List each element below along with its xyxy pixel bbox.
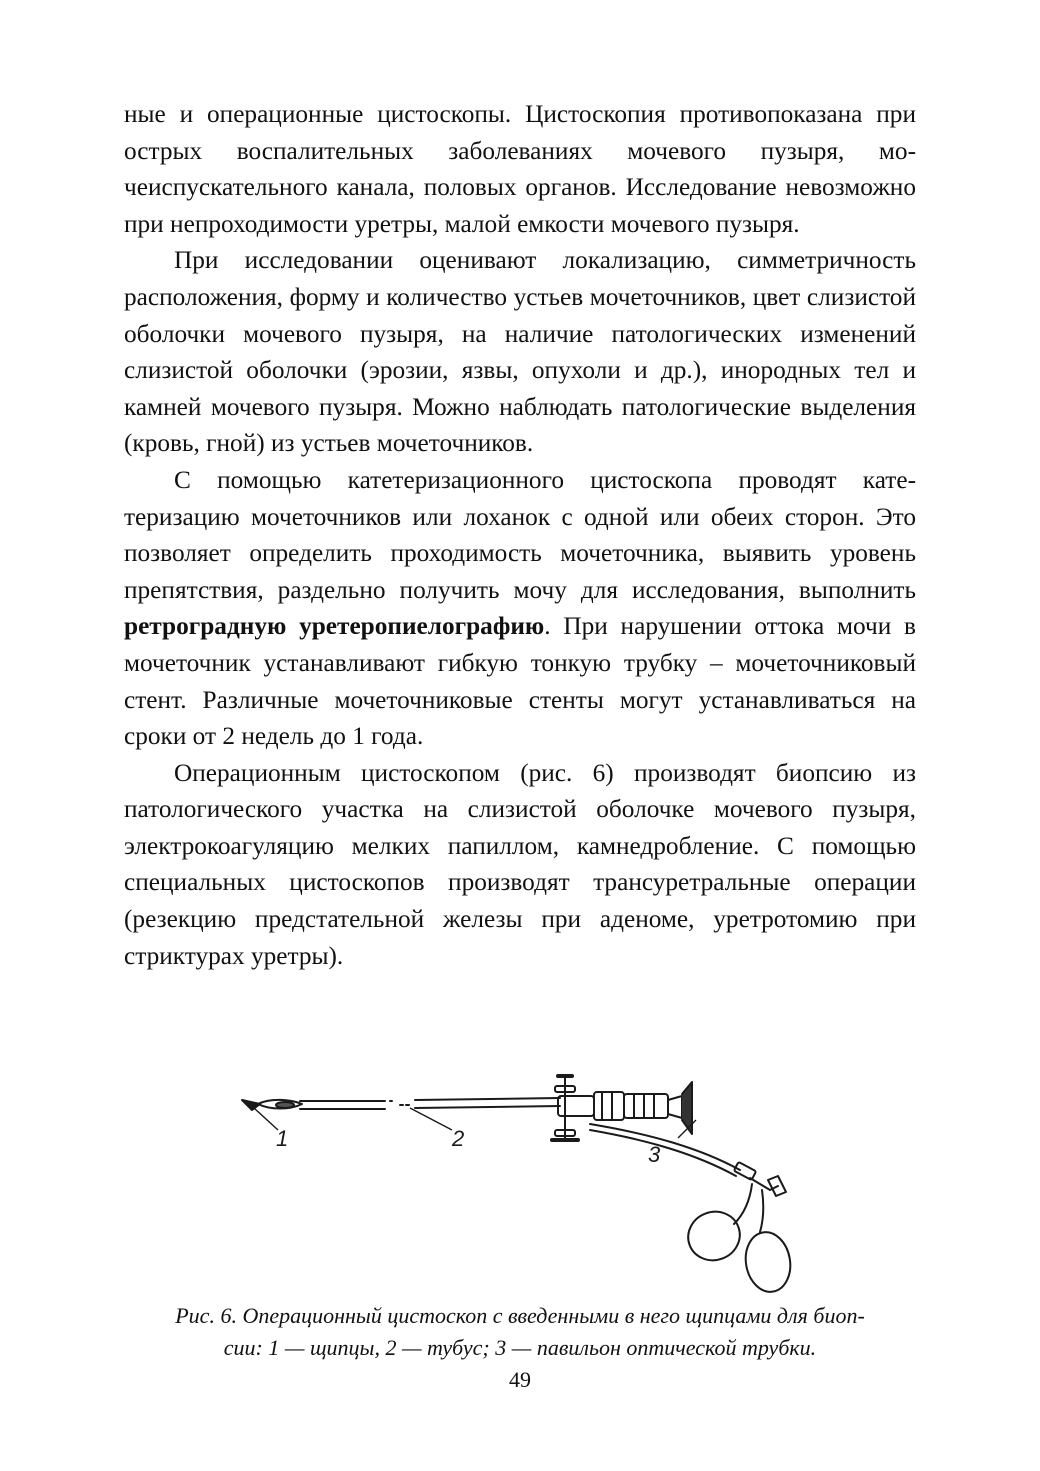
figure-caption [124,1300,916,1364]
label-3: 3 [648,1142,661,1167]
page-number: 49 [509,1367,531,1392]
page-body [124,96,916,974]
label-1: 1 [276,1126,289,1151]
paragraph-1: ные и операционные цистоскопы. Цистоскопия противопоказана при острых воспалительных заболеваниях мочевого пузыря, мочеиспускательного канала, половых органов. Исследование невозможно при непроходимости уретры, малой емкости мочевого пузыря. [124,100,916,238]
paragraph-2: При исследовании оценивают локализацию, симметричность расположения, форму и количество устьев мочеточников, цвет слизистой оболочки мочевого пузыря, на наличие патологических изменений слизистой оболочки (эрозии, язвы, опухоли и др.), инородных тел и камней мочевого пузыря. Можно наблюдать патологические выделения (кровь, гной) из устьев мочеточников. [124,246,916,458]
bold-term: ретроградную уретеропиелографию [124,612,545,641]
paragraph-3-part-1: С помощью катетеризационного цистоскопа проводят катетеризацию мочеточников или лоханок с одной или обеих сторон. Это позволяет определить проходимость мочеточника, выявить уровень препятствия, раздельно получить мочу для исследования, выполнить [124,465,916,604]
caption-line-2: сии: 1 — щипцы, 2 — тубус; 3 — павильон оптической трубки. [223,1335,817,1360]
caption-line-1: Рис. 6. Операционный цистоскоп с введенными в него щипцами для биоп- [175,1303,865,1328]
paragraph-3 [124,462,916,755]
paragraph-4: Операционным цистоскопом (рис. 6) производят биопсию из патологического участка на слизистой оболочке мочевого пузыря, электрокоагуляцию мелких папиллом, камнедробление. С помощью специальных цистоскопов производят трансуретральные операции (резекцию предстательной железы при аденоме, уретротомию при стриктурах уретры). [124,758,916,970]
cystoscope-illustration [230,1068,810,1300]
paragraph-3-part-2: . При нарушении оттока мочи в мочеточник устанавливают гибкую тонкую трубку – мочеточниковый стент. Различные мочеточниковые стенты могут устанавливаться на сроки от 2 недель до 1 года. [124,612,916,751]
label-2: 2 [452,1126,465,1151]
figure-cystoscope [230,1068,810,1300]
